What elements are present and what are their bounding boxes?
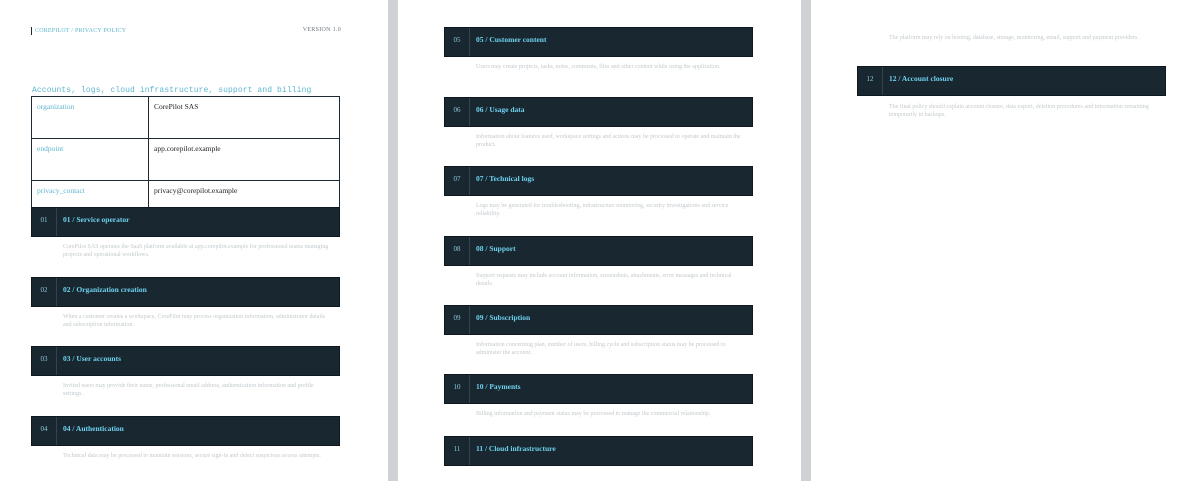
section-description: Users may create projects, tasks, notes, comments, files and other content while using the application. [476, 64, 721, 70]
section-number: 10 [445, 375, 470, 403]
section-title: 02 / Organization creation [63, 285, 147, 294]
intro-title: Accounts, logs, cloud infrastructure, support and billing [32, 86, 312, 95]
section-number: 03 [32, 347, 57, 375]
document-header-title: COREPILOT / PRIVACY POLICY [31, 27, 126, 35]
table-row [32, 97, 340, 139]
section-title: 10 / Payments [476, 382, 521, 391]
document-version: VERSION 1.0 [302, 27, 341, 33]
section-description: Logs may be generated for troubleshooting, infrastructure monitoring, security investigations and service reliability. [476, 203, 729, 217]
meta-key: privacy_contact [32, 181, 149, 223]
section-number: 05 [445, 28, 470, 56]
section-header-09 [444, 305, 753, 335]
section-description: Technical data may be processed to maintain sessions, secure sign-in and detect suspicious access attempts. [63, 453, 321, 459]
section-title: 05 / Customer content [476, 35, 547, 44]
section-number: 11 [445, 437, 470, 465]
section-description: The platform may rely on hosting, database, storage, monitoring, email, support and payment providers. [889, 35, 1139, 41]
section-description: CorePilot SAS operates the SaaS platform available at app.corepilot.example for professional teams managing projects and operational workflows. [63, 244, 329, 258]
section-number: 02 [32, 278, 57, 306]
section-header-01 [31, 207, 340, 237]
document-page-1 [0, 0, 388, 481]
section-header-02 [31, 277, 340, 307]
section-header-11 [444, 436, 753, 466]
section-number: 06 [445, 98, 470, 126]
meta-key: organization [32, 97, 149, 139]
section-number: 08 [445, 237, 470, 265]
meta-value: privacy@corepilot.example [149, 181, 340, 223]
section-title: 01 / Service operator [63, 215, 130, 224]
section-number: 01 [32, 208, 57, 236]
section-title: 03 / User accounts [63, 354, 121, 363]
section-title: 09 / Subscription [476, 313, 531, 322]
section-title: 04 / Authentication [63, 424, 124, 433]
section-description: Invited users may provide their name, professional email address, authentication information and profile settings. [63, 383, 314, 397]
meta-value: CorePilot SAS [149, 97, 340, 139]
section-header-12 [857, 66, 1166, 96]
section-description: The final policy should explain account closure, data export, deletion procedures and information remaining temporarily in backups. [889, 104, 1149, 118]
section-number: 09 [445, 306, 470, 334]
meta-key: endpoint [32, 139, 149, 181]
section-title: 11 / Cloud infrastructure [476, 444, 556, 453]
document-page-3 [811, 0, 1185, 481]
section-header-07 [444, 166, 753, 196]
section-description: Support requests may include account information, screenshots, attachments, error messages and technical details. [476, 273, 732, 287]
section-header-05 [444, 27, 753, 57]
table-row [32, 139, 340, 181]
section-description: When a customer creates a workspace, CorePilot may process organization information, administrator details and subscription information. [63, 314, 326, 328]
meta-value: app.corepilot.example [149, 139, 340, 181]
section-number: 07 [445, 167, 470, 195]
section-number: 04 [32, 417, 57, 445]
section-header-10 [444, 374, 753, 404]
metadata-table [31, 96, 340, 223]
section-header-06 [444, 97, 753, 127]
section-header-04 [31, 416, 340, 446]
section-number: 12 [858, 67, 883, 95]
section-title: 06 / Usage data [476, 105, 525, 114]
section-header-08 [444, 236, 753, 266]
document-page-2 [398, 0, 801, 481]
section-title: 12 / Account closure [889, 74, 954, 83]
section-description: Information about features used, workspace settings and actions may be processed to operate and maintain the product. [476, 134, 741, 148]
section-header-03 [31, 346, 340, 376]
section-title: 07 / Technical logs [476, 174, 535, 183]
section-title: 08 / Support [476, 244, 516, 253]
section-description: Information concerning plan, number of users, billing cycle and subscription status may be processed to administer the account. [476, 342, 726, 356]
section-description: Billing information and payment status may be processed to manage the commercial relationship. [476, 411, 711, 417]
